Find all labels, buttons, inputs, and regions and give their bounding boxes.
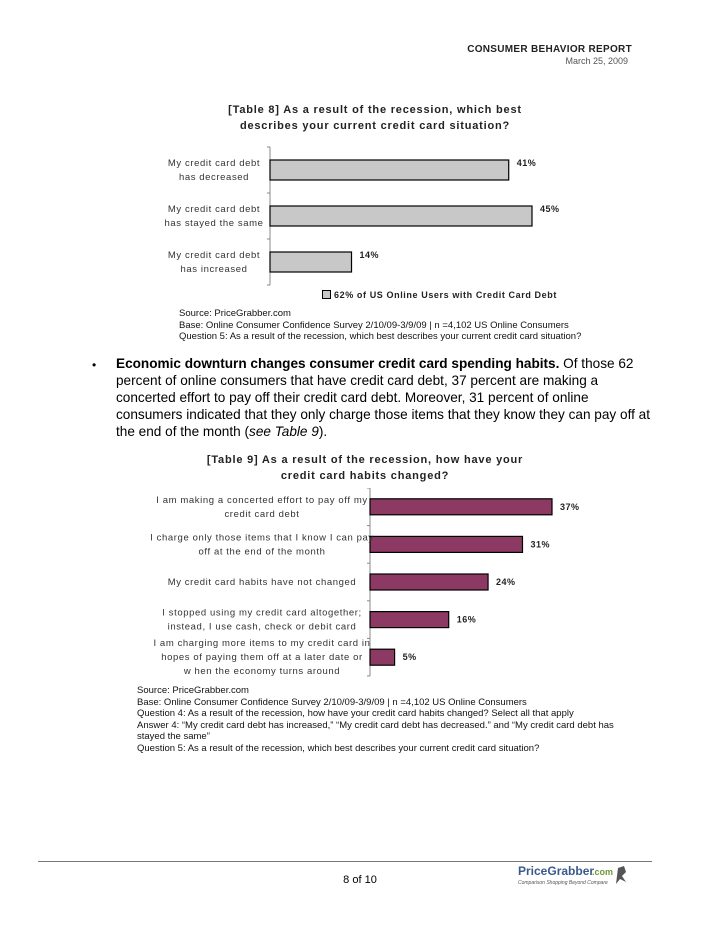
table9-source (137, 685, 614, 754)
category-label: credit card debt (224, 508, 300, 520)
data-label: 24% (496, 577, 516, 587)
bullet-line3: concerted effort to pay off their credit card debt. Moreover, 31 percent of online (116, 390, 589, 405)
logo-text: PriceGrabber (518, 864, 595, 878)
data-label: 37% (560, 501, 580, 512)
category-label: My credit card debt (167, 204, 261, 215)
bar (370, 649, 395, 665)
category-label: I am charging more items to my credit card in (153, 638, 371, 650)
table9-title-line1: [Table 9] As a result of the recession, how have your (206, 454, 524, 466)
table8-source-line: Question 5: As a result of the recession, which best describes your current credit card situation? (179, 331, 582, 342)
category-label: I am making a concerted effort to pay off my (156, 494, 368, 506)
pricegrabber-logo (518, 864, 638, 895)
bar (370, 574, 488, 590)
category-label: has stayed the same (164, 218, 264, 229)
logo-domain: .com (592, 867, 614, 877)
bar (270, 206, 532, 226)
bullet-paragraph (116, 355, 676, 440)
table8-legend (322, 290, 557, 300)
report-date: March 25, 2009 (565, 56, 628, 66)
legend-swatch (322, 290, 331, 299)
table9-source-line: Answer 4: “My credit card debt has increased,” “My credit card debt has decreased.” and “My credit card debt has (137, 719, 614, 731)
bar (270, 252, 352, 272)
table9-source-line: stayed the same” (137, 731, 210, 742)
data-label: 31% (530, 539, 551, 550)
table8-chart (150, 145, 570, 305)
table8-source-line: Base: Online Consumer Confidence Survey 2/10/09-3/9/09 | n =4,102 US Online Consumers (179, 319, 569, 331)
category-label: My credit card habits have not changed (167, 577, 357, 588)
table9-chart (140, 488, 600, 680)
bullet-bold-heading: Economic downturn changes consumer credit card spending habits. (116, 356, 560, 371)
category-label: hopes of paying them off at a later date or (161, 652, 363, 664)
table9-title (170, 452, 560, 484)
bar (370, 536, 522, 552)
report-title: CONSUMER BEHAVIOR REPORT (467, 44, 632, 55)
table8-legend-label: 62% of US Online Users with Credit Card Debt (334, 290, 557, 300)
data-label: 16% (456, 614, 477, 625)
table9-title-line2: credit card habits changed? (280, 470, 450, 482)
category-label: w hen the economy turns around (183, 666, 341, 678)
category-label: I charge only those items that I know I can pay (150, 532, 374, 544)
bar (370, 499, 552, 515)
data-label: 14% (359, 250, 380, 260)
bullet-table-ref: see Table 9 (249, 424, 319, 439)
bar (370, 612, 449, 628)
category-label: My credit card debt (167, 250, 261, 261)
category-label: has increased (180, 264, 248, 275)
page-number: 8 of 10 (343, 874, 377, 886)
category-label: off at the end of the month (198, 546, 326, 558)
logo-tagline: Comparison Shopping Beyond Compare (518, 880, 608, 886)
category-label: has decreased (178, 172, 250, 183)
bullet-line1-rest: Of those 62 (559, 356, 634, 371)
bar (270, 160, 509, 180)
category-label: I stopped using my credit card altogether; (162, 607, 362, 619)
table9-source-line: Question 4: As a result of the recession, how have your credit card habits changed? Select all that apply (137, 708, 574, 719)
bullet-line4: consumers indicated that they only charge those items that they know they can pay off at (116, 407, 650, 422)
table8-title-line2: describes your current credit card situation? (239, 120, 511, 132)
table8-source (179, 308, 581, 343)
bullet-line2: percent of online consumers that have credit card debt, 37 percent are making a (116, 373, 599, 388)
table8-title (180, 102, 570, 134)
bullet-point: • (92, 358, 97, 372)
bullet-line5-post: ). (318, 424, 328, 439)
table9-source-line: Question 5: As a result of the recession, which best describes your current credit card situation? (137, 742, 540, 754)
data-label: 5% (402, 652, 417, 663)
logo-mascot-icon (616, 866, 626, 884)
table8-title-line1: [Table 8] As a result of the recession, which best (228, 104, 522, 116)
logo-graphic (518, 864, 638, 890)
footer-divider (38, 861, 652, 862)
table9-source-line: Source: PriceGrabber.com (137, 685, 249, 696)
data-label: 45% (540, 204, 560, 214)
data-label: 41% (516, 158, 537, 168)
table9-source-line: Base: Online Consumer Confidence Survey 2/10/09-3/9/09 | n =4,102 US Online Consumers (137, 696, 527, 708)
category-label: instead, I use cash, check or debit card (167, 621, 357, 633)
category-label: My credit card debt (167, 158, 261, 169)
table8-source-line: Source: PriceGrabber.com (179, 308, 291, 319)
bullet-line5-pre: the end of the month ( (116, 424, 250, 439)
